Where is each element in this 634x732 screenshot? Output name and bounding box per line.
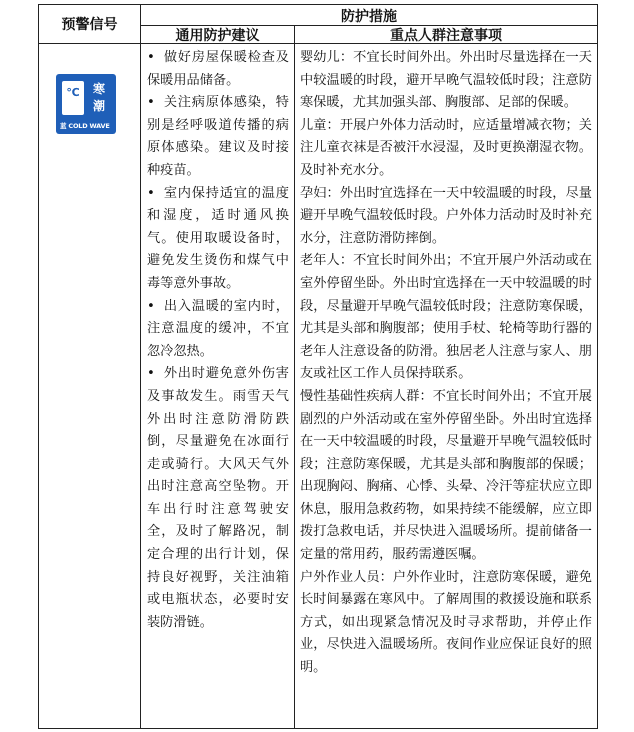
header-measures: 防护措施 <box>341 9 397 25</box>
pregnant-advice: 孕妇：外出时宜选择在一天中较温暖的时段，尽量避开早晚气温较低时段。户外体力活动时及时补充水分，注意防滑防摔倒。 <box>300 185 592 246</box>
header-general: 通用防护建议 <box>175 28 260 44</box>
bullet: • <box>147 298 155 314</box>
bullet: • <box>147 50 155 65</box>
bullet: • <box>147 366 155 382</box>
general-item: • 外出时避免意外伤害及事故发生。雨雪天气外出时注意防滑防跌倒，尽量避免在冰面行走或骑行。大风天气外出时注意高空坠物。开车出行时注意驾驶安全，及时了解路况，制定合理的出行计划，保持良好视野，关注油箱或电瓶状态，必要时安装防滑链。 <box>147 363 289 634</box>
general-item: • 关注病原体感染，特别是经呼吸道传播的病原体感染。建议及时接种疫苗。 <box>147 92 289 182</box>
col-divider-1 <box>140 5 141 728</box>
general-advice-cell <box>147 47 289 634</box>
infant-advice: 婴幼儿：不宜长时间外出。外出时尽量选择在一天中较温暖的时段，避开早晚气温较低时段；注意防寒保暖，尤其加强头部、胸腹部、足部的保暖。 <box>300 50 592 111</box>
key-groups-cell <box>300 47 592 680</box>
chronic-disease-advice: 慢性基础性疾病人群：不宜长时间外出；不宜开展剧烈的户外活动或在室外停留坐卧。外出时宜选择在一天中较温暖的时段，尽量避开早晚气温较低时段；注意防寒保暖，尤其是头部和胸腹部的保暖；出现胸闷、胸痛、心悸、头晕、冷汗等症状应立即休息，服用急救药物，如果持续不能缓解，应立即拨打急救电话，并尽快进入温暖场所。提前储备一定量的常用药，服药需遵医嘱。 <box>300 388 592 563</box>
general-item: • 出入温暖的室内时，注意温度的缓冲，不宜忽冷忽热。 <box>147 296 289 364</box>
header-key-groups: 重点人群注意事项 <box>390 28 502 44</box>
bullet: • <box>147 95 155 111</box>
warning-table <box>38 4 598 729</box>
bullet: • <box>147 185 155 201</box>
cold-wave-blue-signal-icon <box>56 74 116 134</box>
icon-english: COLD WAVE <box>68 122 110 130</box>
icon-footer <box>60 121 112 130</box>
child-advice: 儿童：开展户外体力活动时，应适量增减衣物；关注儿童衣袜是否被汗水浸湿，及时更换潮湿衣物。及时补充水分。 <box>300 117 592 178</box>
elderly-advice: 老年人：不宜长时间外出；不宜开展户外活动或在室外停留坐卧。外出时宜选择在一天中较温暖的时段，尽量避开早晚气温较低时段；注意防寒保暖，尤其是头部和胸腹部；使用手杖、轮椅等助行器的老年人注意设备的防滑。独居老人注意与家人、朋友或社区工作人员保持联系。 <box>300 253 592 382</box>
general-item: • 做好房屋保暖检查及保暖用品储备。 <box>147 47 289 92</box>
header-signal: 预警信号 <box>61 17 118 33</box>
outdoor-worker-advice: 户外作业人员：户外作业时，注意防寒保暖，避免长时间暴露在寒风中。了解周围的救援设施和联系方式，如出现紧急情况及时寻求帮助，并停止作业，尽快进入温暖场所。夜间作业应保证良好的照明。 <box>300 569 592 676</box>
col-divider-2 <box>294 25 295 728</box>
general-item: • 室内保持适宜的温度和湿度，适时通风换气。使用取暖设备时，避免发生烫伤和煤气中毒等意外事故。 <box>147 183 289 296</box>
icon-symbol: ℃ <box>66 86 80 99</box>
thermometer-icon <box>62 81 84 115</box>
icon-title-bottom: 潮 <box>92 99 105 113</box>
icon-title-top: 寒 <box>92 82 105 96</box>
icon-level: 蓝 <box>60 122 67 130</box>
